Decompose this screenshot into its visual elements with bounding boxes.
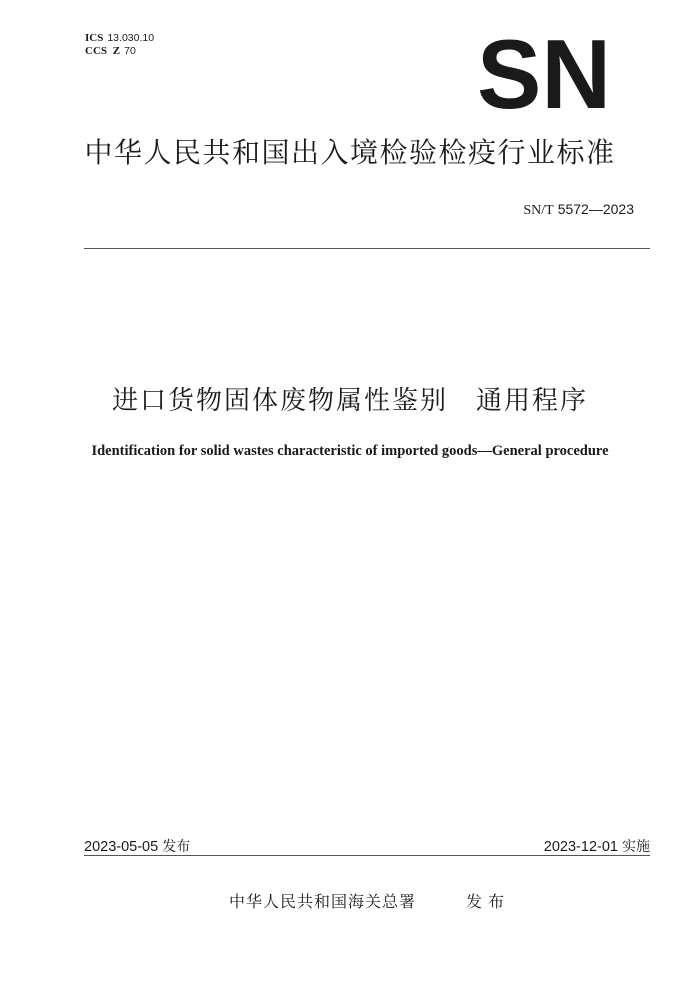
standard-number [523, 201, 634, 219]
ics-line [85, 32, 154, 45]
ccs-label: CCS [85, 45, 108, 57]
issuing-authority: 中华人民共和国海关总署 [229, 892, 417, 911]
implementation-date-label: 实施 [622, 839, 650, 855]
sn-logo-text: SN [477, 36, 611, 112]
ccs-line [85, 45, 154, 58]
bottom-divider [84, 855, 650, 856]
issue-date [84, 836, 190, 856]
ics-code: 13.030.10 [107, 32, 155, 44]
standard-prefix: SN/T [523, 203, 554, 218]
org-title: 中华人民共和国出入境检验检疫行业标准 [84, 136, 616, 169]
ccs-code-num: 70 [124, 45, 136, 57]
standard-code: 5572—2023 [557, 201, 634, 217]
sn-logo [476, 36, 612, 112]
issued-label: 发布 [466, 892, 511, 911]
ics-label: ICS [85, 32, 104, 44]
english-title: Identification for solid wastes characteristic of imported goods—General procedure [91, 443, 609, 459]
ccs-code-letter: Z [112, 45, 121, 57]
implementation-date-value: 2023-12-01 [543, 839, 618, 855]
classification-codes [85, 32, 154, 58]
implementation-date [544, 836, 650, 856]
issue-date-label: 发布 [162, 839, 191, 855]
issue-date-value: 2023-05-05 [84, 839, 159, 855]
chinese-title: 进口货物固体废物属性鉴别 通用程序 [111, 386, 588, 416]
top-divider [84, 248, 650, 249]
